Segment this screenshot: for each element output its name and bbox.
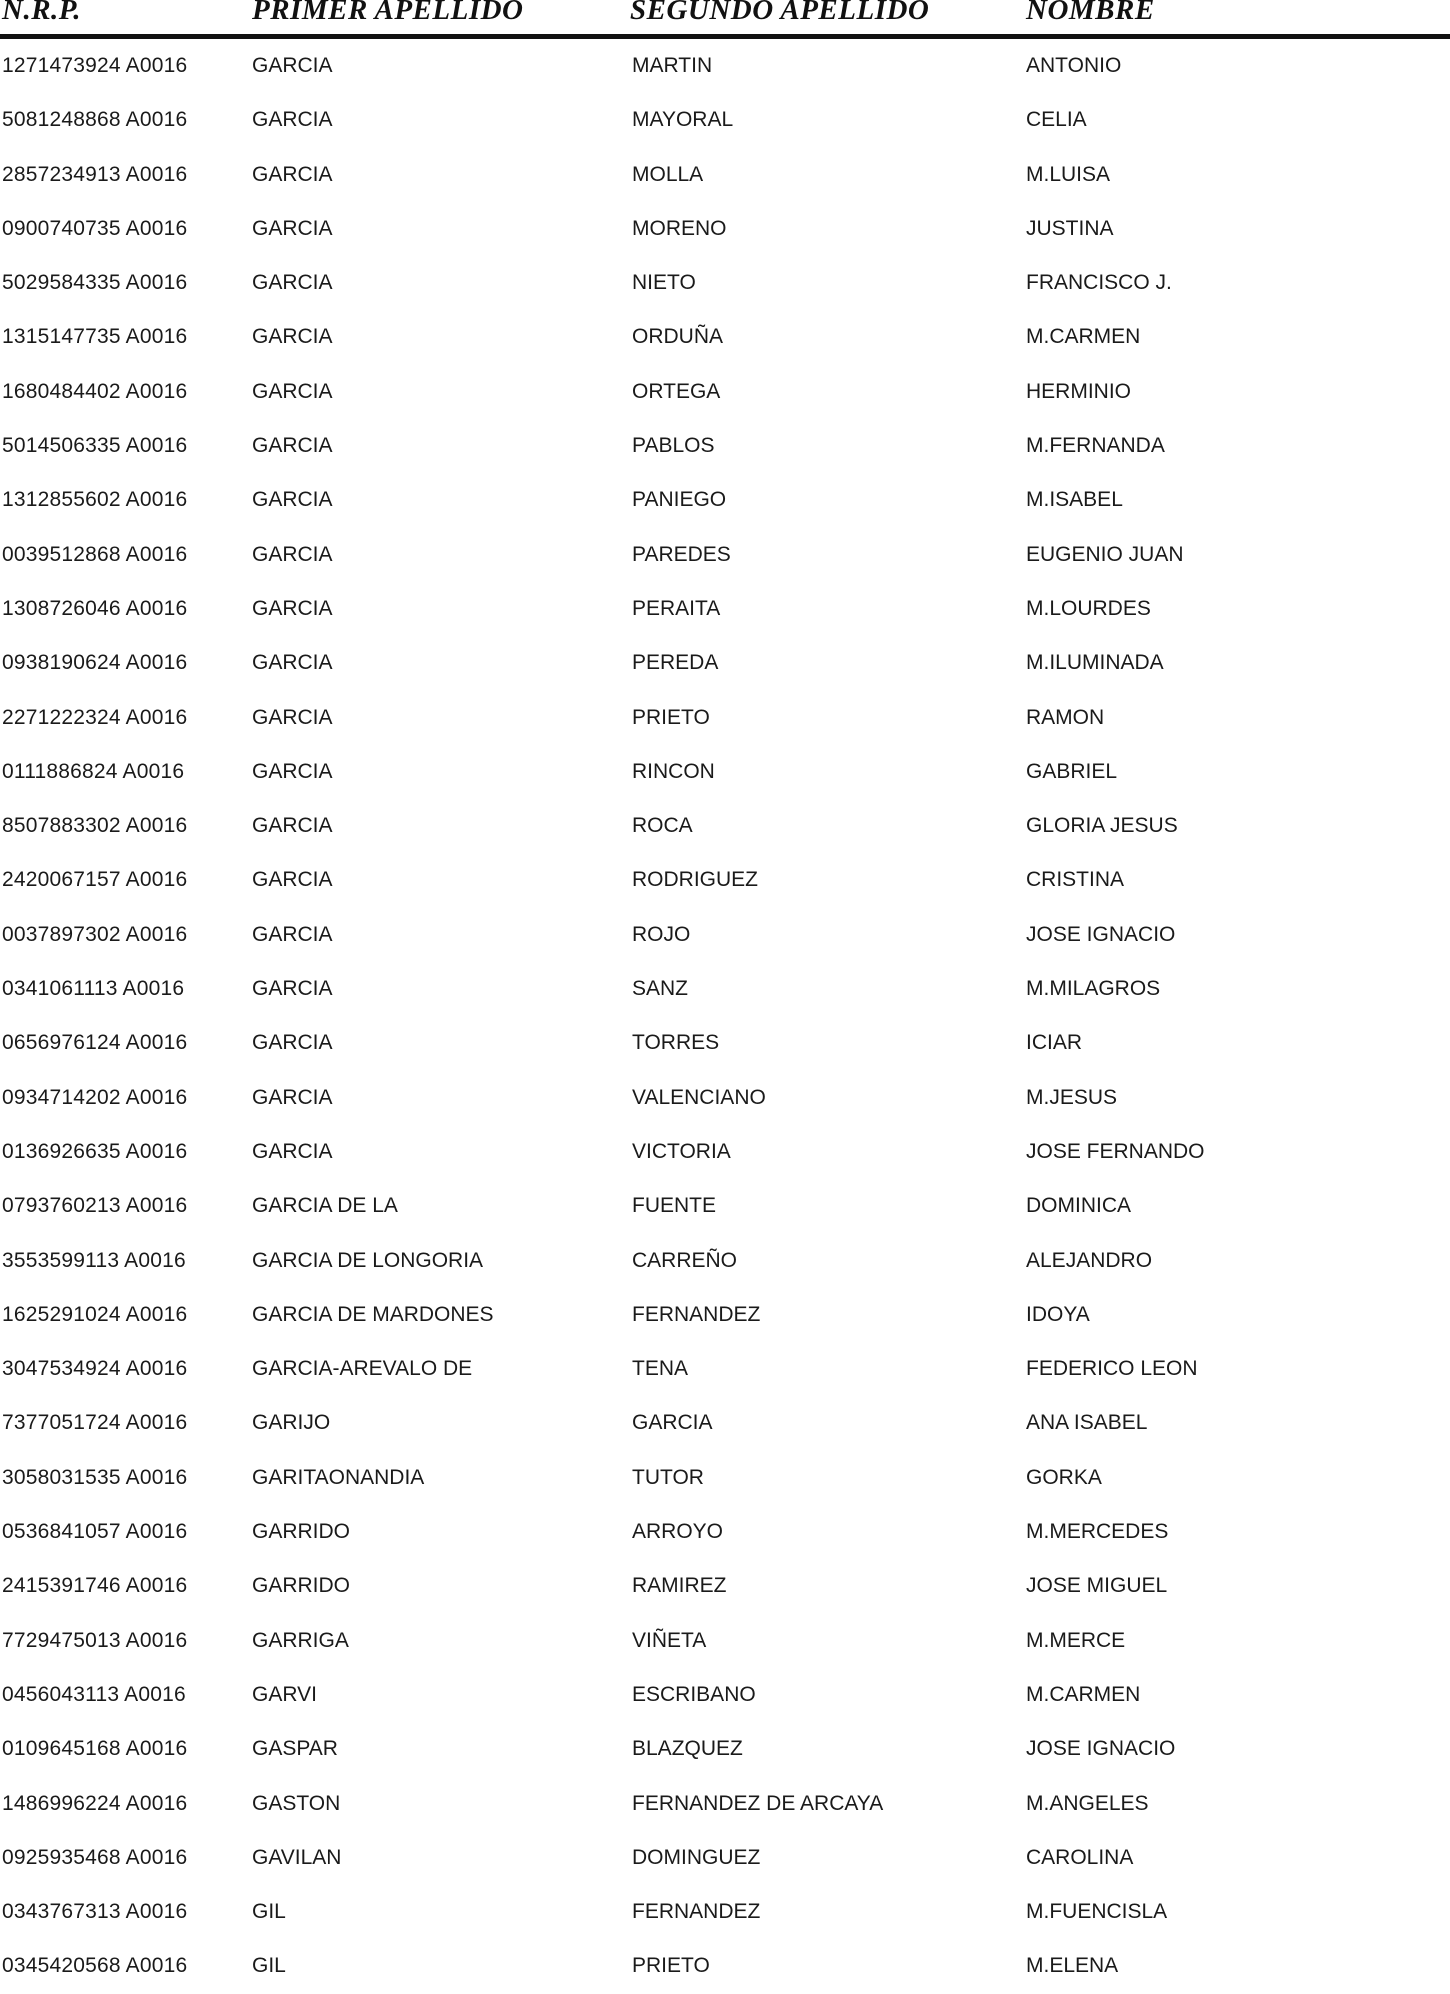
cell-nombre: M.ANGELES [1026, 1791, 1149, 1815]
table-row [0, 148, 1450, 202]
cell-nombre: EUGENIO JUAN [1026, 542, 1184, 566]
cell-nrp: 2420067157 A0016 [2, 868, 188, 892]
table-row [0, 1179, 1450, 1233]
cell-nrp: 3058031535 A0016 [2, 1465, 188, 1489]
cell-segundo-apellido: PAREDES [632, 542, 731, 566]
cell-nombre: FEDERICO LEON [1026, 1357, 1198, 1381]
cell-nombre: CRISTINA [1026, 868, 1125, 892]
header-primer-apellido: PRIMER APELLIDO [252, 0, 524, 26]
cell-primer-apellido: GARCIA [252, 596, 333, 620]
table-row [0, 93, 1450, 147]
cell-nombre: M.FERNANDA [1026, 434, 1165, 458]
cell-primer-apellido: GARIJO [252, 1411, 331, 1435]
cell-segundo-apellido: ESCRIBANO [632, 1682, 756, 1706]
table-row [0, 1451, 1450, 1505]
cell-primer-apellido: GASTON [252, 1791, 341, 1815]
cell-primer-apellido: GARCIA [252, 542, 333, 566]
cell-primer-apellido: GIL [252, 1900, 286, 1924]
table-row [0, 256, 1450, 310]
cell-segundo-apellido: FERNANDEZ [632, 1900, 761, 1924]
table-row [0, 1288, 1450, 1342]
cell-primer-apellido: GARCIA [252, 1085, 333, 1109]
cell-nombre: RAMON [1026, 705, 1105, 729]
table-row [0, 1396, 1450, 1450]
cell-segundo-apellido: ORDUÑA [632, 325, 724, 349]
cell-primer-apellido: GARCIA [252, 759, 333, 783]
table-row [0, 310, 1450, 364]
cell-segundo-apellido: TUTOR [632, 1465, 704, 1489]
cell-nombre: JUSTINA [1026, 216, 1114, 240]
cell-primer-apellido: GARCIA [252, 108, 333, 132]
cell-primer-apellido: GARCIA DE MARDONES [252, 1302, 494, 1326]
cell-nrp: 5081248868 A0016 [2, 108, 188, 132]
cell-nrp: 1625291024 A0016 [2, 1302, 188, 1326]
cell-primer-apellido: GARCIA [252, 705, 333, 729]
table-row [0, 1722, 1450, 1776]
cell-nombre: ICIAR [1026, 1031, 1083, 1055]
cell-nombre: M.LOURDES [1026, 596, 1151, 620]
cell-primer-apellido: GARRIDO [252, 1520, 351, 1544]
table-row [0, 1885, 1450, 1939]
cell-segundo-apellido: FERNANDEZ DE ARCAYA [632, 1791, 884, 1815]
cell-nrp: 0456043113 A0016 [2, 1682, 186, 1706]
cell-segundo-apellido: VIÑETA [632, 1628, 707, 1652]
cell-nrp: 7729475013 A0016 [2, 1628, 188, 1652]
table-row [0, 1125, 1450, 1179]
cell-nrp: 1680484402 A0016 [2, 379, 188, 403]
cell-primer-apellido: GARCIA [252, 216, 333, 240]
cell-segundo-apellido: FUENTE [632, 1194, 716, 1218]
cell-nombre: M.ISABEL [1026, 488, 1123, 512]
cell-primer-apellido: GARCIA [252, 977, 333, 1001]
cell-segundo-apellido: NIETO [632, 271, 696, 295]
table-row [0, 962, 1450, 1016]
cell-segundo-apellido: MARTIN [632, 54, 713, 77]
table-row [0, 1559, 1450, 1613]
cell-nombre: ALEJANDRO [1026, 1248, 1153, 1272]
cell-nrp: 0925935468 A0016 [2, 1845, 188, 1869]
cell-nrp: 3553599113 A0016 [2, 1248, 186, 1272]
cell-nombre: GORKA [1026, 1465, 1102, 1489]
cell-primer-apellido: GASPAR [252, 1737, 338, 1761]
cell-segundo-apellido: ROJO [632, 922, 691, 946]
table-row [0, 1614, 1450, 1668]
cell-nombre: M.FUENCISLA [1026, 1900, 1168, 1924]
table-row [0, 1342, 1450, 1396]
cell-nombre: FRANCISCO J. [1026, 271, 1172, 295]
table-header [0, 0, 1450, 36]
cell-nombre: IDOYA [1026, 1302, 1090, 1326]
cell-nombre: M.ELENA [1026, 1954, 1119, 1978]
cell-nombre: DOMINICA [1026, 1194, 1131, 1218]
cell-primer-apellido: GARCIA DE LONGORIA [252, 1248, 484, 1272]
table-row [0, 1016, 1450, 1070]
cell-primer-apellido: GARITAONANDIA [252, 1465, 425, 1489]
cell-segundo-apellido: RODRIGUEZ [632, 868, 758, 892]
cell-primer-apellido: GARCIA [252, 1031, 333, 1055]
cell-primer-apellido: GIL [252, 1954, 286, 1978]
cell-primer-apellido: GARCIA [252, 271, 333, 295]
cell-nrp: 3047534924 A0016 [2, 1357, 188, 1381]
cell-primer-apellido: GARRIDO [252, 1574, 351, 1598]
cell-segundo-apellido: CARREÑO [632, 1248, 738, 1272]
cell-segundo-apellido: ARROYO [632, 1520, 724, 1544]
cell-segundo-apellido: TORRES [632, 1031, 720, 1055]
table-row [0, 582, 1450, 636]
table-row [0, 1939, 1450, 1993]
table-row [0, 473, 1450, 527]
cell-nombre: CAROLINA [1026, 1845, 1134, 1869]
cell-segundo-apellido: RAMIREZ [632, 1574, 727, 1598]
cell-nrp: 0136926635 A0016 [2, 1139, 188, 1163]
cell-segundo-apellido: RINCON [632, 759, 715, 783]
cell-primer-apellido: GARCIA [252, 488, 333, 512]
cell-nrp: 1486996224 A0016 [2, 1791, 188, 1815]
cell-nombre: M.LUISA [1026, 162, 1111, 186]
cell-nombre: M.MERCE [1026, 1628, 1126, 1652]
table-row [0, 39, 1450, 93]
cell-primer-apellido: GARRIGA [252, 1628, 349, 1652]
cell-nombre: JOSE IGNACIO [1026, 922, 1176, 946]
cell-segundo-apellido: PRIETO [632, 1954, 710, 1978]
cell-nombre: ANA ISABEL [1026, 1411, 1148, 1435]
cell-nrp: 0536841057 A0016 [2, 1520, 188, 1544]
cell-segundo-apellido: PERAITA [632, 596, 721, 620]
table-row [0, 1071, 1450, 1125]
cell-primer-apellido: GARCIA DE LA [252, 1194, 398, 1218]
cell-nombre: ANTONIO [1026, 54, 1122, 77]
table-body [0, 39, 1450, 1994]
cell-primer-apellido: GARVI [252, 1682, 317, 1706]
cell-segundo-apellido: DOMINGUEZ [632, 1845, 761, 1869]
table-row [0, 1234, 1450, 1288]
cell-nrp: 1315147735 A0016 [2, 325, 188, 349]
cell-nrp: 5029584335 A0016 [2, 271, 188, 295]
table-row [0, 419, 1450, 473]
cell-nrp: 0109645168 A0016 [2, 1737, 188, 1761]
cell-nombre: HERMINIO [1026, 379, 1131, 403]
cell-primer-apellido: GARCIA-AREVALO DE [252, 1357, 473, 1381]
cell-nrp: 2271222324 A0016 [2, 705, 188, 729]
cell-primer-apellido: GARCIA [252, 651, 333, 675]
cell-nrp: 0111886824 A0016 [2, 759, 185, 783]
cell-primer-apellido: GARCIA [252, 325, 333, 349]
table-row [0, 636, 1450, 690]
cell-segundo-apellido: SANZ [632, 977, 689, 1001]
cell-nombre: M.CARMEN [1026, 1682, 1141, 1706]
cell-nombre: GABRIEL [1026, 759, 1118, 783]
cell-segundo-apellido: VALENCIANO [632, 1085, 766, 1109]
cell-nrp: 8507883302 A0016 [2, 814, 188, 838]
cell-segundo-apellido: BLAZQUEZ [632, 1737, 743, 1761]
header-nrp: N.R.P. [2, 0, 82, 26]
cell-primer-apellido: GARCIA [252, 162, 333, 186]
cell-nrp: 0037897302 A0016 [2, 922, 188, 946]
cell-nrp: 1312855602 A0016 [2, 488, 188, 512]
cell-segundo-apellido: MORENO [632, 216, 727, 240]
cell-segundo-apellido: ROCA [632, 814, 693, 838]
cell-nrp: 2415391746 A0016 [2, 1574, 188, 1598]
cell-nombre: JOSE FERNANDO [1026, 1139, 1205, 1163]
cell-nrp: 0793760213 A0016 [2, 1194, 188, 1218]
cell-nombre: GLORIA JESUS [1026, 814, 1178, 838]
table-row [0, 202, 1450, 256]
cell-nrp: 0343767313 A0016 [2, 1900, 188, 1924]
cell-nombre: CELIA [1026, 108, 1087, 132]
cell-segundo-apellido: FERNANDEZ [632, 1302, 761, 1326]
cell-nrp: 1271473924 A0016 [2, 54, 188, 77]
cell-nombre: M.JESUS [1026, 1085, 1118, 1109]
cell-segundo-apellido: ORTEGA [632, 379, 721, 403]
cell-segundo-apellido: PANIEGO [632, 488, 727, 512]
cell-primer-apellido: GARCIA [252, 54, 333, 77]
cell-nombre: M.CARMEN [1026, 325, 1141, 349]
cell-nombre: JOSE MIGUEL [1026, 1574, 1168, 1598]
cell-nrp: 0934714202 A0016 [2, 1085, 188, 1109]
cell-nrp: 0656976124 A0016 [2, 1031, 188, 1055]
cell-segundo-apellido: MAYORAL [632, 108, 734, 132]
cell-primer-apellido: GARCIA [252, 814, 333, 838]
header-segundo-apellido: SEGUNDO APELLIDO [630, 0, 930, 26]
table-row [0, 1505, 1450, 1559]
cell-primer-apellido: GARCIA [252, 868, 333, 892]
table-row [0, 365, 1450, 419]
cell-nombre: JOSE IGNACIO [1026, 1737, 1176, 1761]
table-row [0, 691, 1450, 745]
cell-nrp: 0039512868 A0016 [2, 542, 188, 566]
cell-nrp: 0341061113 A0016 [2, 977, 185, 1001]
cell-nrp: 5014506335 A0016 [2, 434, 188, 458]
cell-nrp: 0938190624 A0016 [2, 651, 188, 675]
table-row [0, 1668, 1450, 1722]
cell-nombre: M.MERCEDES [1026, 1520, 1169, 1544]
cell-primer-apellido: GARCIA [252, 922, 333, 946]
table-row [0, 1831, 1450, 1885]
header-nombre: NOMBRE [1026, 0, 1155, 26]
cell-nombre: M.ILUMINADA [1026, 651, 1164, 675]
cell-nrp: 0900740735 A0016 [2, 216, 188, 240]
cell-primer-apellido: GARCIA [252, 1139, 333, 1163]
cell-nrp: 7377051724 A0016 [2, 1411, 188, 1435]
cell-segundo-apellido: PABLOS [632, 434, 715, 458]
cell-nombre: M.MILAGROS [1026, 977, 1161, 1001]
cell-segundo-apellido: VICTORIA [632, 1139, 731, 1163]
cell-primer-apellido: GARCIA [252, 379, 333, 403]
cell-segundo-apellido: MOLLA [632, 162, 704, 186]
table-row [0, 853, 1450, 907]
table-row [0, 528, 1450, 582]
cell-primer-apellido: GAVILAN [252, 1845, 342, 1869]
cell-nrp: 1308726046 A0016 [2, 596, 188, 620]
cell-segundo-apellido: PRIETO [632, 705, 710, 729]
cell-nrp: 2857234913 A0016 [2, 162, 188, 186]
cell-primer-apellido: GARCIA [252, 434, 333, 458]
cell-segundo-apellido: TENA [632, 1357, 689, 1381]
table-row [0, 1777, 1450, 1831]
cell-segundo-apellido: PEREDA [632, 651, 719, 675]
table-row [0, 908, 1450, 962]
table-row [0, 799, 1450, 853]
table-row [0, 745, 1450, 799]
cell-segundo-apellido: GARCIA [632, 1411, 713, 1435]
cell-nrp: 0345420568 A0016 [2, 1954, 188, 1978]
